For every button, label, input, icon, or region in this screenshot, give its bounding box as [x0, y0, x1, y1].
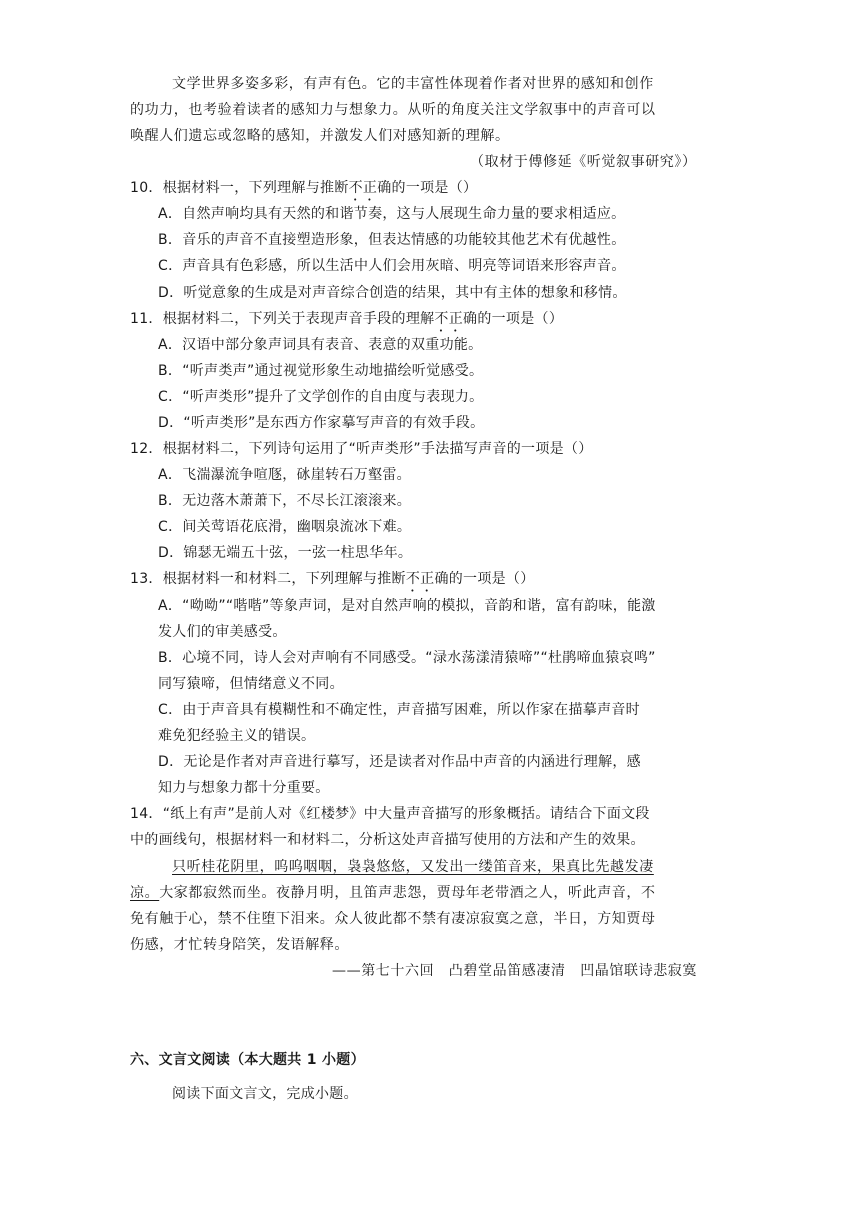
question-13-option-d-line-2: 知力与想象力都十分重要。	[158, 780, 330, 796]
question-13-emphasis: 不正	[405, 571, 435, 587]
question-13-stem-end: 确的一项是（）	[434, 571, 535, 587]
question-12-option-c: C．间关莺语花底滑，幽咽泉流冰下难。	[158, 519, 412, 535]
passage-line-2-text: 大家都寂然而坐。夜静月明，且笛声悲怨，贾母年老带酒之人，听此声音，不	[159, 885, 656, 901]
question-11-option-a: A．汉语中部分象声词具有表音、表意的双重功能。	[158, 337, 483, 353]
question-13-option-a-line-1: A．“呦呦”“喈喈”等象声词，是对自然声响的模拟，音韵和谐，富有韵味，能激	[158, 598, 656, 614]
question-13-option-c-line-2: 难免犯经验主义的错误。	[158, 728, 316, 744]
question-10-option-b: B．音乐的声音不直接塑造形象，但表达情感的功能较其他艺术有优越性。	[158, 232, 626, 248]
question-13-stem-text: 13．根据材料一和材料二，下列理解与推断	[130, 571, 406, 587]
passage-line-4: 伤感，才忙转身陪笑，发语解释。	[130, 937, 349, 953]
question-10-stem	[130, 178, 477, 204]
question-11-option-b: B．“听声类声”通过视觉形象生动地描绘听觉感受。	[158, 363, 484, 379]
question-13-option-b-line-2: 同写猿啼，但情绪意义不同。	[158, 676, 344, 692]
question-11-option-d: D．“听声类形”是东西方作家摹写声音的有效手段。	[158, 415, 485, 431]
question-12-option-b: B．无边落木萧萧下，不尽长江滚滚来。	[158, 493, 412, 509]
passage-line-3: 免有触于心，禁不住堕下泪来。众人彼此都不禁有凄凉寂寞之意，半日，方知贾母	[130, 911, 656, 927]
question-11-emphasis: 不正	[434, 311, 464, 327]
question-10-stem-text: 10．根据材料一，下列理解与推断	[130, 180, 349, 196]
question-14-stem-line-1: 14．“纸上有声”是前人对《红楼梦》中大量声音描写的形象概括。请结合下面文段	[130, 806, 650, 822]
question-12-stem: 12．根据材料二，下列诗句运用了“听声类形”手法描写声音的一项是（）	[130, 441, 593, 457]
question-13-stem	[130, 569, 535, 595]
material-source: （取材于傅修延《听觉叙事研究》）	[470, 154, 697, 170]
question-10-option-c: C．声音具有色彩感，所以生活中人们会用灰暗、明亮等词语来形容声音。	[158, 258, 626, 274]
material-paragraph-line-3: 唤醒人们遗忘或忽略的感知，并激发人们对感知新的理解。	[130, 128, 510, 144]
question-10-stem-end: 确的一项是（）	[377, 180, 478, 196]
question-11-stem-text: 11．根据材料二，下列关于表现声音手段的理解	[130, 311, 435, 327]
question-10-option-a: A．自然声响均具有天然的和谐节奏，这与人展现生命力量的要求相适应。	[158, 206, 626, 222]
question-11-stem	[130, 309, 563, 335]
question-13-option-a-line-2: 发人们的审美感受。	[158, 624, 287, 640]
underlined-passage-line-1: 只听桂花阴里，呜呜咽咽，袅袅悠悠，又发出一缕笛音来，果真比先越发凄	[172, 859, 654, 875]
section-6-intro: 阅读下面文言文，完成小题。	[172, 1086, 358, 1102]
question-13-option-b-line-1: B．心境不同，诗人会对声响有不同感受。“渌水荡漾清猿啼”“杜鹃啼血猿哀鸣”	[158, 650, 656, 666]
passage-line-2	[130, 883, 656, 903]
question-10-option-d: D．听觉意象的生成是对声音综合创造的结果，其中有主体的想象和移情。	[158, 285, 627, 301]
question-12-option-d: D．锦瑟无端五十弦，一弦一柱思华年。	[158, 545, 413, 561]
question-11-stem-end: 确的一项是（）	[463, 311, 564, 327]
question-13-option-c-line-1: C．由于声音具有模糊性和不确定性，声音描写困难，所以作家在描摹声音时	[158, 702, 640, 718]
passage-source: ——第七十六回 凸碧堂品笛感凄清 凹晶馆联诗悲寂寞	[332, 963, 697, 979]
question-10-emphasis: 不正	[348, 180, 378, 196]
material-paragraph-line-2: 的功力，也考验着读者的感知力与想象力。从听的角度关注文学叙事中的声音可以	[130, 102, 656, 118]
question-12-option-a: A．飞湍瀑流争喧豗，砯崖转石万壑雷。	[158, 467, 411, 483]
question-13-option-d-line-1: D．无论是作者对声音进行摹写，还是读者对作品中声音的内涵进行理解，感	[158, 754, 641, 770]
underlined-passage-end: 凉。	[130, 885, 160, 901]
question-14-stem-line-2: 中的画线句，根据材料一和材料二，分析这处声音描写使用的方法和产生的效果。	[130, 832, 645, 848]
question-11-option-c: C．“听声类形”提升了文学创作的自由度与表现力。	[158, 389, 484, 405]
material-paragraph-line-1: 文学世界多姿多彩，有声有色。它的丰富性体现着作者对世界的感知和创作	[172, 76, 654, 92]
section-6-heading: 六、文言文阅读（本大题共 1 小题）	[130, 1052, 365, 1068]
